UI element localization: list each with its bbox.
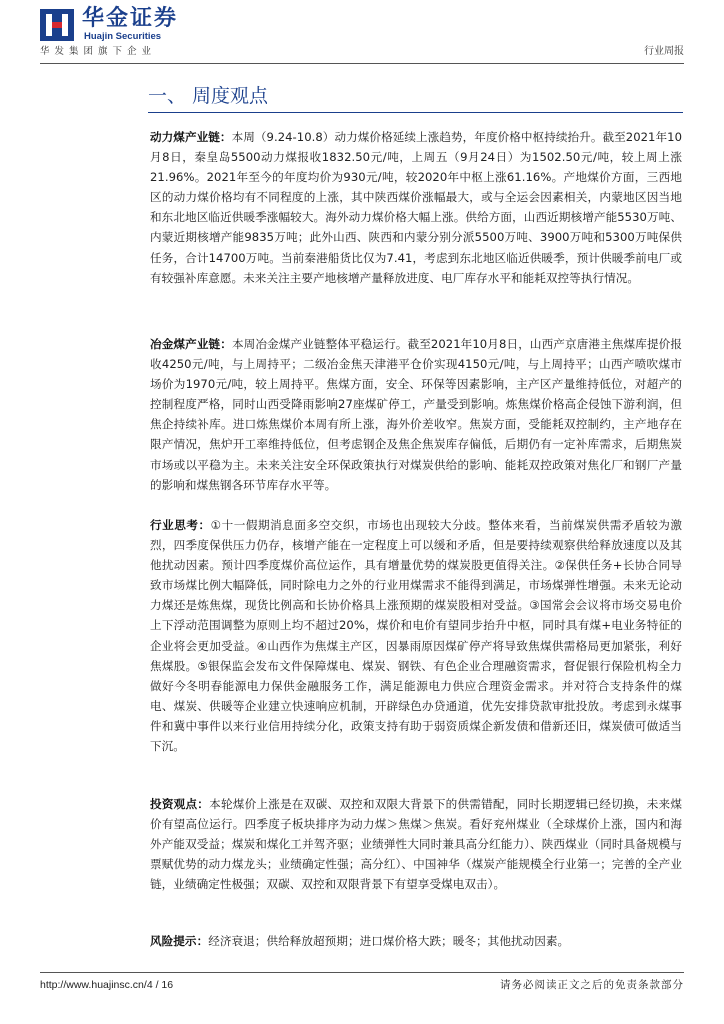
paragraph-metallurgical-coal (150, 334, 682, 495)
footer-disclaimer: 请务必阅读正文之后的免责条款部分 (500, 979, 684, 991)
paragraph-text: 本周冶金煤产业链整体平稳运行。截至2021年10月8日，山西产京唐港主焦煤库提价报收4250元/吨，与上周持平；二级冶金焦天津港平仓价实现4150元/吨，与上周持平；山西产喷吹煤市场价为1970元/吨，较上周持平。焦煤方面，安全、环保等因素影响，主产区产量维持低位，对超产的控制程度严格，同时山西受降雨影响27座煤矿停工，产量受到影响。炼焦煤价格高企侵蚀下游利润，但焦企持续补库。进口炼焦煤价本周有所上涨，海外价差收窄。焦炭方面，受能耗双控制约，主产地存在限产情况，焦炉开工率维持低位，但考虑钢企及焦企焦炭库存偏低，后期仍有一定补库需求，后期焦炭市场或以平稳为主。未来关注安全环保政策执行对煤炭供给的影响、能耗双控政策对焦化厂和钢厂产量的影响和煤焦钢各环节库存水平等。 (150, 337, 682, 492)
huajin-logo-icon (40, 9, 74, 41)
paragraph-text: 经济衰退；供给释放超预期；进口煤价格大跌；暖冬；其他扰动因素。 (208, 934, 570, 948)
paragraph-risk-warning (150, 931, 682, 951)
brand-name-cn: 华金证券 (82, 6, 179, 31)
paragraph-lead: 动力煤产业链： (150, 130, 232, 144)
header-divider (40, 63, 684, 64)
paragraph-industry-thoughts (150, 515, 682, 756)
group-affiliation: 华发集团旗下企业 (40, 46, 157, 57)
paragraph-lead: 投资观点： (150, 797, 210, 811)
footer-url-and-page (40, 978, 173, 992)
footer-divider (40, 972, 684, 973)
paragraph-lead: 冶金煤产业链： (150, 337, 232, 351)
paragraph-lead: 行业思考： (150, 518, 211, 532)
page-header (0, 0, 724, 66)
section-divider (148, 112, 683, 113)
paragraph-text: 本周（9.24-10.8）动力煤价格延续上涨趋势，年度价格中枢持续抬升。截至2021年10月8日，秦皇岛5500动力煤报收1832.50元/吨，上周五（9月24日）为1502.50元/吨，较上周上涨21.96%。2021年至今的年度均价为930元/吨，较2020年中枢上涨61.16%。产地煤价方面，三西地区的动力煤价格均有不同程度的上涨，其中陕西煤价涨幅最大，或与全运会因素相关，内蒙地区因当地和东北地区临近供暖季涨幅较大。海外动力煤价格大幅上涨。供给方面，山西近期核增产能5530万吨、内蒙近期核增产能9835万吨；此外山西、陕西和内蒙分别分派5500万吨、3900万吨和5300万吨保供任务，合计14700万吨。当前秦港船货比仅为7.41，考虑到东北地区临近供暖季，预计供暖季前电厂或有较强补库意愿。未来关注主要产地核增产量释放进度、电厂库存水平和能耗双控等执行情况。 (150, 130, 682, 285)
paragraph-thermal-coal (150, 127, 682, 288)
brand-name-en: Huajin Securities (84, 31, 162, 42)
paragraph-investment-view (150, 794, 682, 894)
page-indicator: 4 / 16 (146, 979, 174, 991)
paragraph-lead: 风险提示： (150, 934, 209, 948)
paragraph-text: 本轮煤价上涨是在双碳、双控和双限大背景下的供需错配，同时长期逻辑已经切换，未来煤价有望高位运行。四季度子板块排序为动力煤＞焦煤＞焦炭。看好兖州煤业（全球煤价上涨，国内和海外产能双受益；煤炭和煤化工并驾齐驱；业绩弹性大同时兼具高分红能力）、陕西煤业（同时具备规模与票赋优势的动力煤龙头；业绩确定性强；高分红）、中国神华（煤炭产能规模全行业第一；完善的全产业链，业绩确定性极强；双碳、双控和双限背景下有望享受煤电双击）。 (150, 797, 682, 892)
report-type-label: 行业周报 (644, 46, 684, 57)
website-link[interactable]: http://www.huajinsc.cn/ (40, 979, 147, 991)
section-title: 一、 周度观点 (148, 85, 269, 107)
paragraph-text: ①十一假期消息面多空交织，市场也出现较大分歧。整体来看，当前煤炭供需矛盾较为激烈，四季度保供压力仍存，核增产能在一定程度上可以缓和矛盾，但是要持续观察供给释放速度以及其他扰动因素。预计四季度煤价高位运作，具有增量优势的煤炭股更值得关注。②保供任务+长协合同导致市场煤比例大幅降低，同时除电力之外的行业用煤需求不能得到满足，市场煤弹性增强。未来无论动力煤还是炼焦煤，现货比例高和长协价格具上涨预期的煤炭股相对受益。③国常会会议将市场交易电价上下浮动范围调整为原则上均不超过20%，煤价和电价有望同步抬升中枢，同时具有煤+电业务特征的企业将会更加受益。④山西作为焦煤主产区，因暴雨原因煤矿停产将导致焦煤供需格局更加紧张，利好焦煤股。⑤银保监会发布文件保障煤电、煤炭、钢铁、有色企业合理融资需求，督促银行保险机构全力做好今冬明春能源电力保供金融服务工作，满足能源电力供应合理资金需求。并对符合支持条件的煤电、煤炭、供暖等企业建立快速响应机制，开辟绿色办贷通道，优先安排贷款审批投放。考虑到永煤事件和冀中事件以来行业信用持续分化，政策支持有助于弱资质煤企新发债和借新还旧，煤炭债可做适当下沉。 (150, 518, 682, 754)
